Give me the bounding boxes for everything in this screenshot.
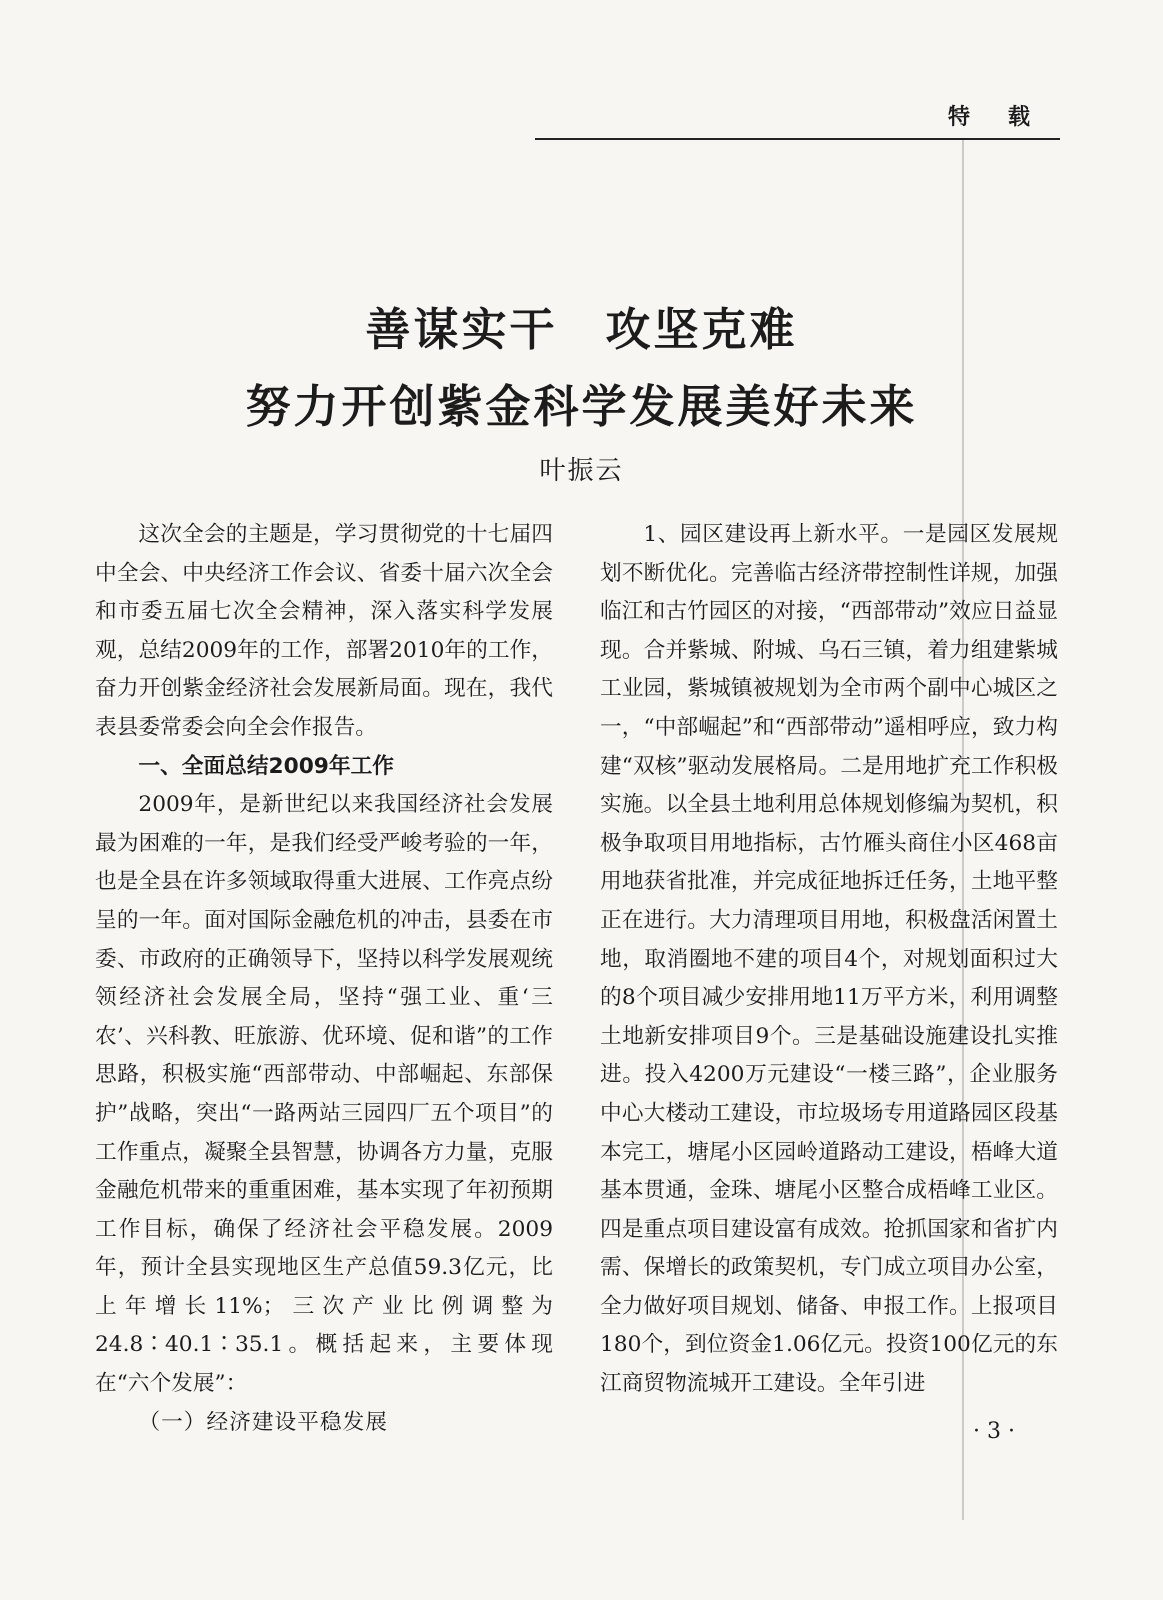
page-number: · 3 · [973, 1419, 1015, 1444]
section-label: 特载 [948, 105, 1069, 130]
sub-heading: （一）经济建设平稳发展 [138, 1409, 388, 1435]
summary-paragraph: 2009年，是新世纪以来我国经济社会发展最为困难的一年，是我们经受严峻考验的一年，也是全县在许多领域取得重大进展、工作亮点纷呈的一年。面对国际金融危机的冲击，县委在市委、市政府的正确领导下，坚持以科学发展观统领经济社会发展全局，坚持“强工业、重‘三农’、兴科教、旺旅游、优环境、促和谐”的工作思路，积极实施“西部带动、中部崛起、东部保护”战略，突出“一路两站三园四厂五个项目”的工作重点，凝聚全县智慧，协调各方力量，克服金融危机带来的重重困难，基本实现了年初预期工作目标，确保了经济社会平稳发展。2009年，预计全县实现地区生产总值59.3亿元，比上年增长11%；三次产业比例调整为24.8∶40.1∶35.1。概括起来，主要体现在“六个发展”： [95, 792, 553, 1397]
right-column [600, 516, 1058, 1404]
article-title-line-2: 努力开创紫金科学发展美好未来 [245, 380, 918, 433]
intro-paragraph: 这次全会的主题是，学习贯彻党的十七届四中全会、中央经济工作会议、省委十届六次全会和市委五届七次全会精神，深入落实科学发展观，总结2009年的工作，部署2010年的工作，奋力开创紫金经济社会发展新局面。现在，我代表县委常委会向全会作报告。 [95, 522, 553, 740]
left-column [95, 516, 553, 1442]
article-author: 叶振云 [539, 456, 624, 486]
article-title-line-1: 善谋实干 攻坚克难 [365, 303, 798, 356]
section-heading: 一、全面总结2009年工作 [138, 753, 394, 779]
park-construction-paragraph: 1、园区建设再上新水平。一是园区发展规划不断优化。完善临古经济带控制性详规，加强临江和古竹园区的对接，“西部带动”效应日益显现。合并紫城、附城、乌石三镇，着力组建紫城工业园，紫城镇被规划为全市两个副中心城区之一，“中部崛起”和“西部带动”遥相呼应，致力构建“双核”驱动发展格局。二是用地扩充工作积极实施。以全县土地利用总体规划修编为契机，积极争取项目用地指标，古竹雁头商住小区468亩用地获省批准，并完成征地拆迁任务，土地平整正在进行。大力清理项目用地，积极盘活闲置土地，取消圈地不建的项目4个，对规划面积过大的8个项目减少安排用地11万平方米，利用调整土地新安排项目9个。三是基础设施建设扎实推进。投入4200万元建设“一楼三路”，企业服务中心大楼动工建设，市垃圾场专用道路园区段基本完工，塘尾小区园岭道路动工建设，梧峰大道基本贯通，金珠、塘尾小区整合成梧峰工业区。四是重点项目建设富有成效。抢抓国家和省扩内需、保增长的政策契机，专门成立项目办公室，全力做好项目规划、储备、申报工作。上报项目180个，到位资金1.06亿元。投资100亿元的东江商贸物流城开工建设。全年引进 [600, 522, 1058, 1397]
header-rule [535, 138, 1060, 140]
